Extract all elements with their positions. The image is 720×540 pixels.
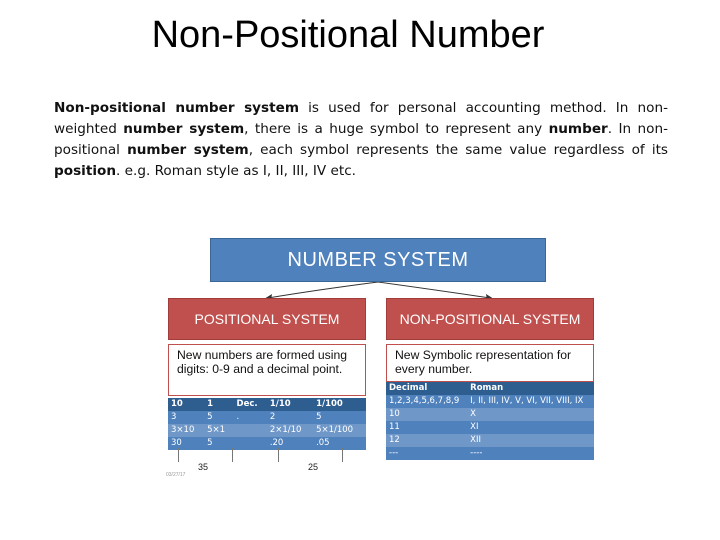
term-non-positional: Non-positional number system xyxy=(54,100,300,116)
table-row: 3 5 . 2 5 xyxy=(168,411,366,424)
footer-date: 03/27/17 xyxy=(166,472,186,478)
bracket-tick xyxy=(178,448,179,462)
positional-sum-right: 25 xyxy=(308,462,319,472)
table-row: 12 XII xyxy=(386,434,594,447)
table-row: 11 XI xyxy=(386,421,594,434)
positional-description: New numbers are formed using digits: 0-9 and a decimal point. xyxy=(168,344,366,396)
table-row: 10 X xyxy=(386,408,594,421)
non-positional-system-header: NON-POSITIONAL SYSTEM xyxy=(386,298,594,340)
positional-table xyxy=(168,398,366,450)
number-system-diagram xyxy=(166,236,596,486)
non-positional-table xyxy=(386,382,594,460)
table-row: 3×10 5×1 2×1/10 5×1/100 xyxy=(168,424,366,437)
table-row: 10 1 Dec. 1/10 1/100 xyxy=(168,398,366,411)
bracket-tick xyxy=(278,448,279,462)
positional-sum-left: 35 xyxy=(198,462,209,472)
table-row: --- ---- xyxy=(386,447,594,460)
positional-system-header: POSITIONAL SYSTEM xyxy=(168,298,366,340)
number-system-box: NUMBER SYSTEM xyxy=(210,238,546,282)
description-paragraph: Non-positional number system is used for personal accounting method. In non-weighted number system, there is a huge symbol to represent any number. In non-positional number system, each symbol represents the same value regardless of its position. e.g. Roman style as I, II, III, IV etc. xyxy=(54,100,669,179)
table-row: Decimal Roman xyxy=(386,382,594,395)
bracket-tick xyxy=(342,448,343,462)
table-row: 30 5 .20 .05 xyxy=(168,437,366,450)
non-positional-description: New Symbolic representation for every number. xyxy=(386,344,594,382)
bracket-tick xyxy=(232,448,233,462)
table-row: 1,2,3,4,5,6,7,8,9 I, II, III, IV, V, VI, VII, VIII, IX xyxy=(386,395,594,408)
page-title: Non-Positional Number xyxy=(151,14,545,56)
